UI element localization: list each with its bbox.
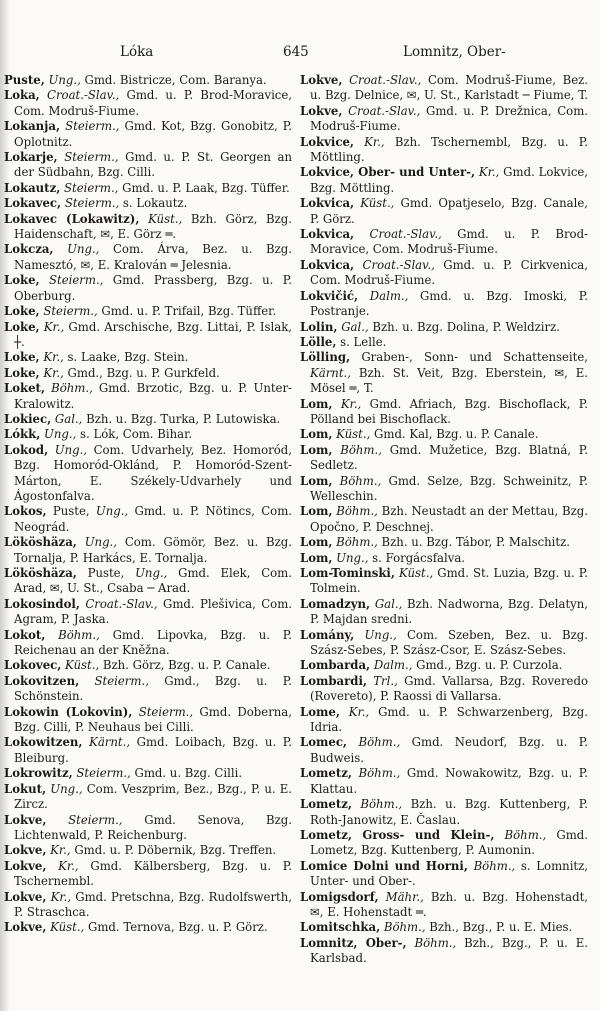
gazetteer-entry: Lomigsdorf, Mähr., Bzh. u. Bzg. Hohenstadt, ✉, E. Hohenstadt ═. xyxy=(300,889,588,919)
gazetteer-entry: Lokve, Steierm., Gmd. Senova, Bzg. Lichtenwald, P. Reichenburg. xyxy=(4,812,292,842)
gazetteer-entry: Lokvice, Kr., Bzh. Tschernembl, Bzg. u. P. Möttling. xyxy=(300,134,588,165)
right-column xyxy=(300,73,588,967)
gazetteer-entry: Lokvice, Ober- und Unter-, Kr., Gmd. Lokvice, Bzg. Möttling. xyxy=(300,165,588,195)
gazetteer-entry: Lököshäza, Ung., Com. Gömör, Bez. u. Bzg. Tornalja, P. Harkács, E. Tornalja. xyxy=(4,535,292,565)
gazetteer-entry: Lometz, Gross- und Klein-, Böhm., Gmd. Lometz, Bzg. Kuttenberg, P. Aumonin. xyxy=(300,827,588,858)
gazetteer-entry: Lokve, Kr., Gmd. Pretschna, Bzg. Rudolfswerth, P. Straschca. xyxy=(4,889,292,919)
gazetteer-entry: Lom, Küst., Gmd. Kal, Bzg. u. P. Canale. xyxy=(300,427,539,442)
gazetteer-entry: Lokavec, Steierm., s. Lokautz. xyxy=(4,196,188,211)
gazetteer-entry: Lokiec, Gal., Bzh. u. Bzg. Turka, P. Lutowiska. xyxy=(4,411,281,426)
left-column xyxy=(4,73,292,936)
gazetteer-entry: Lom-Tominski, Küst., Gmd. St. Luzia, Bzg. u. P. Tolmein. xyxy=(300,566,588,596)
header-right-word: Lomnitz, Ober- xyxy=(403,44,506,60)
gazetteer-entry: Lókk, Ung., s. Lók, Com. Bihar. xyxy=(4,427,193,442)
gazetteer-entry: Puste, Ung., Gmd. Bistricze, Com. Baranya. xyxy=(4,73,267,87)
gazetteer-entry: Lom, Böhm., Bzh. u. Bzg. Tábor, P. Malschitz. xyxy=(300,535,570,550)
gazetteer-entry: Lokautz, Steierm., Gmd. u. P. Laak, Bzg. Tüffer. xyxy=(4,180,290,195)
gazetteer-entry: Loke, Steierm., Gmd. Prassberg, Bzg. u. P. Oberburg. xyxy=(4,273,292,303)
gazetteer-entry: Lombardi, Trl., Gmd. Vallarsa, Bzg. Roveredo (Rovereto), P. Raossi di Vallarsa. xyxy=(300,673,588,704)
gazetteer-entry: Lokarje, Steierm., Gmd. u. P. St. Georgen an der Südbahn, Bzg. Cilli. xyxy=(4,150,292,180)
gazetteer-entry: Lombarda, Dalm., Gmd., Bzg. u. P. Curzola. xyxy=(300,658,563,673)
column-gutter xyxy=(295,72,296,982)
gazetteer-entry: Lokanja, Steierm., Gmd. Kot, Bzg. Gonobitz, P. Oplotnitz. xyxy=(4,119,293,149)
gazetteer-entry: Lölle, s. Lelle. xyxy=(300,334,387,349)
gazetteer-entry: Lokve, Kr., Gmd. u. P. Döbernik, Bzg. Treffen. xyxy=(4,843,277,858)
gazetteer-entry: Lokowin (Lokovin), Steierm., Gmd. Doberna, Bzg. Cilli, P. Neuhaus bei Cilli. xyxy=(4,704,292,735)
gazetteer-entry: Lokos, Puste, Ung., Gmd. u. P. Nötincs, Com. Neográd. xyxy=(4,504,293,534)
gazetteer-entry: Lokod, Ung., Com. Udvarhely, Bez. Homoród, Bzg. Homoród-Oklánd, P. Homoród-Szent-Márton, E. Székely-Udvarhely und Ágostonfalva. xyxy=(4,442,292,503)
gazetteer-entry: Lom, Böhm., Gmd. Selze, Bzg. Schweinitz, P. Welleschin. xyxy=(300,473,588,503)
gazetteer-entry: Lölling, Graben-, Sonn- und Schattenseite, Kärnt., Bzh. St. Veit, Bzg. Eberstein, ✉, E. Mösel ═, T. xyxy=(300,350,588,396)
gazetteer-entry: Lomnitz, Ober-, Böhm., Bzh., Bzg., P. u. E. Karlsbad. xyxy=(300,935,589,966)
running-header xyxy=(0,44,600,64)
gazetteer-entry: Lome, Kr., Gmd. u. P. Schwarzenberg, Bzg. Idria. xyxy=(300,704,588,735)
gazetteer-entry: Lometz, Böhm., Gmd. Nowakowitz, Bzg. u. P. Klattau. xyxy=(300,766,588,796)
gazetteer-entry: Loke, Kr., Gmd. Arschische, Bzg. Littai, P. Islak, ┼. xyxy=(4,319,292,349)
gazetteer-entry: Lokavec (Lokawitz), Küst., Bzh. Görz, Bzg. Haidenschaft, ✉, E. Görz ═. xyxy=(4,211,292,242)
gazetteer-entry: Loke, Steierm., Gmd. u. P. Trifail, Bzg. Tüffer. xyxy=(4,304,277,319)
gazetteer-entry: Lokovec, Küst., Bzh. Görz, Bzg. u. P. Canale. xyxy=(4,658,271,673)
gazetteer-entry: Lom, Kr., Gmd. Afriach, Bzg. Bischoflack, P. Pölland bei Bischoflack. xyxy=(300,396,588,426)
gazetteer-entry: Loke, Kr., Gmd., Bzg. u. P. Gurkfeld. xyxy=(4,365,220,380)
gazetteer-entry: Lom, Böhm., Bzh. Neustadt an der Mettau, Bzg. Opočno, P. Deschnej. xyxy=(300,504,588,534)
gazetteer-entry: Loket, Böhm., Gmd. Brzotic, Bzg. u. P. Unter-Kralowitz. xyxy=(4,381,292,411)
gazetteer-entry: Lokve, Croat.-Slav., Gmd. u. P. Drežnica, Com. Modruš-Fiume. xyxy=(300,103,588,134)
gazetteer-entry: Lokrowitz, Steierm., Gmd. u. Bzg. Cilli. xyxy=(4,766,243,781)
gazetteer-entry: Lokvica, Croat.-Slav., Gmd. u. P. Cirkvenica, Com. Modruš-Fiume. xyxy=(300,257,588,288)
gazetteer-entry: Loka, Croat.-Slav., Gmd. u. P. Brod-Moravice, Com. Modruš-Fiume. xyxy=(4,88,292,118)
gazetteer-entry: Lokve, Küst., Gmd. Ternova, Bzg. u. P. Görz. xyxy=(4,920,268,935)
gazetteer-entry: Lokovitzen, Steierm., Gmd., Bzg. u. P. Schönstein. xyxy=(4,673,292,704)
gazetteer-entry: Lolin, Gal., Bzh. u. Bzg. Dolina, P. Weldzirz. xyxy=(300,319,560,334)
gazetteer-entry: Lokve, Kr., Gmd. Kälbersberg, Bzg. u. P. Tschernembl. xyxy=(4,858,292,889)
gazetteer-entry: Lokowitzen, Kärnt., Gmd. Loibach, Bzg. u. P. Bleiburg. xyxy=(4,735,293,765)
gazetteer-entry: Lomec, Böhm., Gmd. Neudorf, Bzg. u. P. Budweis. xyxy=(300,735,588,765)
gazetteer-entry: Lomány, Ung., Com. Szeben, Bez. u. Bzg. Szász-Sebes, P. Szász-Csor, E. Szász-Sebes. xyxy=(300,627,589,658)
gazetteer-entry: Loke, Kr., s. Laake, Bzg. Stein. xyxy=(4,350,189,365)
gazetteer-entry: Lököshäza, Puste, Ung., Gmd. Elek, Com. Arad, ✉, U. St., Csaba ─ Arad. xyxy=(4,566,292,596)
gazetteer-entry: Lokvica, Küst., Gmd. Opatjeselo, Bzg. Canale, P. Görz. xyxy=(300,196,588,226)
gazetteer-entry: Lokosindol, Croat.-Slav., Gmd. Plešivica, Com. Agram, P. Jaska. xyxy=(4,596,292,627)
gazetteer-entry: Lokcza, Ung., Com. Árva, Bez. u. Bzg. Namesztó, ✉, E. Kralován ═ Jelesnia. xyxy=(4,242,292,272)
gazetteer-entry: Lom, Ung., s. Forgácsfalva. xyxy=(300,550,466,565)
gazetteer-entry: Lom, Böhm., Gmd. Mužetice, Bzg. Blatná, P. Sedletz. xyxy=(300,442,588,473)
gazetteer-entry: Lokve, Croat.-Slav., Com. Modruš-Fiume, Bez. u. Bzg. Delnice, ✉, U. St., Karlstadt ─ Fiume, T. xyxy=(300,73,589,103)
gazetteer-entry: Lokvičić, Dalm., Gmd. u. Bzg. Imoski, P. Postranje. xyxy=(300,288,588,319)
page-number: 645 xyxy=(283,44,309,60)
gazetteer-entry: Lokot, Böhm., Gmd. Lipovka, Bzg. u. P. Reichenau an der Kněžna. xyxy=(4,627,292,658)
gazetteer-entry: Lokvica, Croat.-Slav., Gmd. u. P. Brod-Moravice, Com. Modruš-Fiume. xyxy=(300,227,588,257)
gazetteer-entry: Lomice Dolni und Horni, Böhm., s. Lomnitz, Unter- und Ober-. xyxy=(300,858,589,889)
gazetteer-entry: Lomitschka, Böhm., Bzh., Bzg., P. u. E. Mies. xyxy=(300,920,573,935)
gazetteer-entry: Lokut, Ung., Com. Veszprim, Bez., Bzg., P. u. E. Zircz. xyxy=(4,781,292,812)
gazetteer-entry: Lometz, Böhm., Bzh. u. Bzg. Kuttenberg, P. Roth-Janowitz, E. Časlau. xyxy=(300,797,588,827)
gazetteer-entry: Lomadzyn, Gal., Bzh. Nadworna, Bzg. Delatyn, P. Majdan sredni. xyxy=(300,596,589,627)
header-left-word: Lóka xyxy=(120,44,154,60)
